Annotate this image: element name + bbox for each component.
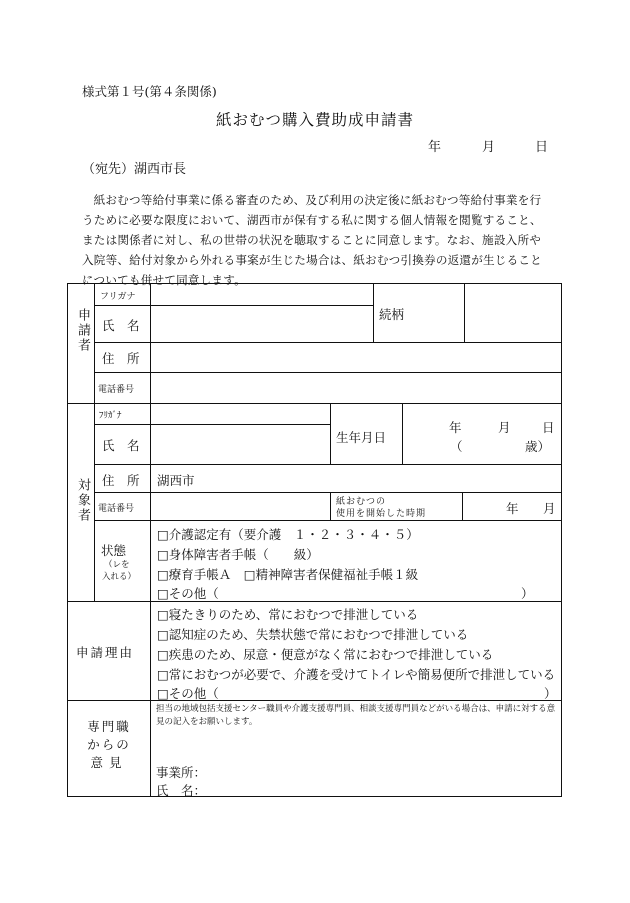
diaper-start-field[interactable] [463, 493, 561, 520]
applicant-name-field[interactable] [151, 306, 373, 342]
applicant-phone-field[interactable] [151, 373, 561, 403]
subject-address-label: 住 所 [102, 473, 140, 488]
birth-month-label: 月 [498, 420, 511, 435]
birth-year-label: 年 [449, 420, 462, 435]
subject-name-label: 氏 名 [102, 438, 140, 453]
applicant-name-label: 氏 名 [102, 318, 140, 333]
status-option-other[interactable]: □その他（ [157, 586, 219, 601]
start-month-label: 月 [543, 501, 556, 516]
expert-opinion-field[interactable] [151, 730, 561, 760]
date-year-label: 年 [428, 140, 442, 155]
expert-office-field[interactable] [210, 761, 550, 779]
reason-option-toilet[interactable]: □常におむつが必要で、介護を受けてトイレや簡易便所で排泄している [157, 667, 556, 682]
addressee: （宛先）湖西市長 [82, 162, 187, 177]
date-month-label: 月 [482, 140, 496, 155]
applicant-furigana-field[interactable] [151, 284, 373, 305]
applicant-furigana-label: フリガナ [100, 292, 136, 302]
age-open-paren: （ [450, 439, 463, 454]
applicant-phone-label: 電話番号 [98, 385, 135, 395]
status-other-close: ） [521, 586, 534, 601]
reason-label: 申請理由 [76, 645, 135, 660]
birth-day-label: 日 [542, 420, 555, 435]
reason-option-bedridden[interactable]: □寝たきりのため、常におむつで排泄している [157, 607, 419, 622]
applicant-address-field[interactable] [151, 343, 561, 372]
reason-option-other[interactable]: □その他（ [157, 686, 219, 701]
subject-furigana-label: ﾌﾘｶﾞﾅ [99, 411, 122, 421]
diaper-start-label-line1: 紙おむつの [336, 497, 387, 507]
subject-name-field[interactable] [151, 425, 330, 464]
consent-paragraph: 紙おむつ等給付事業に係る審査のため、及び利用の決定後に紙おむつ等給付事業を行うために必要な限度において、湖西市が保有する私に関する個人情報を閲覧すること、または関係者に対し、私の世帯の状況を聴取することに同意します。なお、施設入所や入院等、給付対象から外れる事案が生じた場合は、紙おむつ引換券の返還が生じることについても併せて同意します。 [82, 193, 542, 287]
status-hint-2: 入れる） [102, 572, 137, 582]
document-title: 紙おむつ購入費助成申請書 [215, 111, 414, 129]
status-option-rehab-mental[interactable]: □療育手帳Ａ □精神障害者保健福祉手帳１級 [157, 567, 419, 582]
applicant-address-label: 住 所 [102, 351, 140, 366]
subject-birthdate-field[interactable] [403, 404, 561, 464]
subject-address-field[interactable]: 湖西市 [157, 473, 195, 488]
age-close-label: 歳） [525, 439, 551, 454]
status-hint-1: （レを [104, 560, 130, 570]
status-option-disability[interactable]: □身体障害者手帳（ 級） [157, 547, 319, 562]
expert-name-label: 氏 名： [156, 783, 207, 798]
form-number: 様式第１号(第４条関係) [82, 84, 217, 99]
reason-option-dementia[interactable]: □認知症のため、失禁状態で常におむつで排泄している [157, 627, 469, 642]
applicant-relation-field[interactable] [465, 284, 561, 342]
subject-furigana-field[interactable] [151, 404, 330, 424]
applicant-section-label: 申請者 [75, 308, 90, 353]
expert-note: 担当の地域包括支援センター職員や介護支援専門員、相談支援専門員などがいる場合は、申請に対する意見の記入をお願いします。 [156, 704, 556, 727]
expert-label-line1: 専門職 [87, 719, 131, 734]
reason-option-disease[interactable]: □疾患のため、尿意・便意がなく常におむつで排泄している [157, 647, 494, 662]
status-option-care[interactable]: □介護認定有（要介護 １・２・３・４・５） [157, 527, 419, 542]
subject-phone-label: 電話番号 [98, 504, 135, 514]
diaper-start-label-line2: 使用を開始した時期 [336, 509, 427, 519]
subject-phone-field[interactable] [151, 493, 330, 520]
date-day-label: 日 [535, 140, 549, 155]
status-label: 状態 [101, 543, 127, 558]
start-year-label: 年 [506, 501, 519, 516]
subject-birthdate-label: 生年月日 [336, 430, 387, 445]
expert-name-field[interactable] [210, 779, 550, 795]
subject-section-label: 対象者 [75, 478, 90, 523]
applicant-relation-label: 続柄 [379, 307, 405, 322]
expert-label-line3: 意見 [90, 755, 128, 770]
reason-other-close: ） [544, 686, 557, 701]
expert-label-line2: からの [87, 737, 131, 752]
expert-office-label: 事業所： [156, 765, 207, 780]
